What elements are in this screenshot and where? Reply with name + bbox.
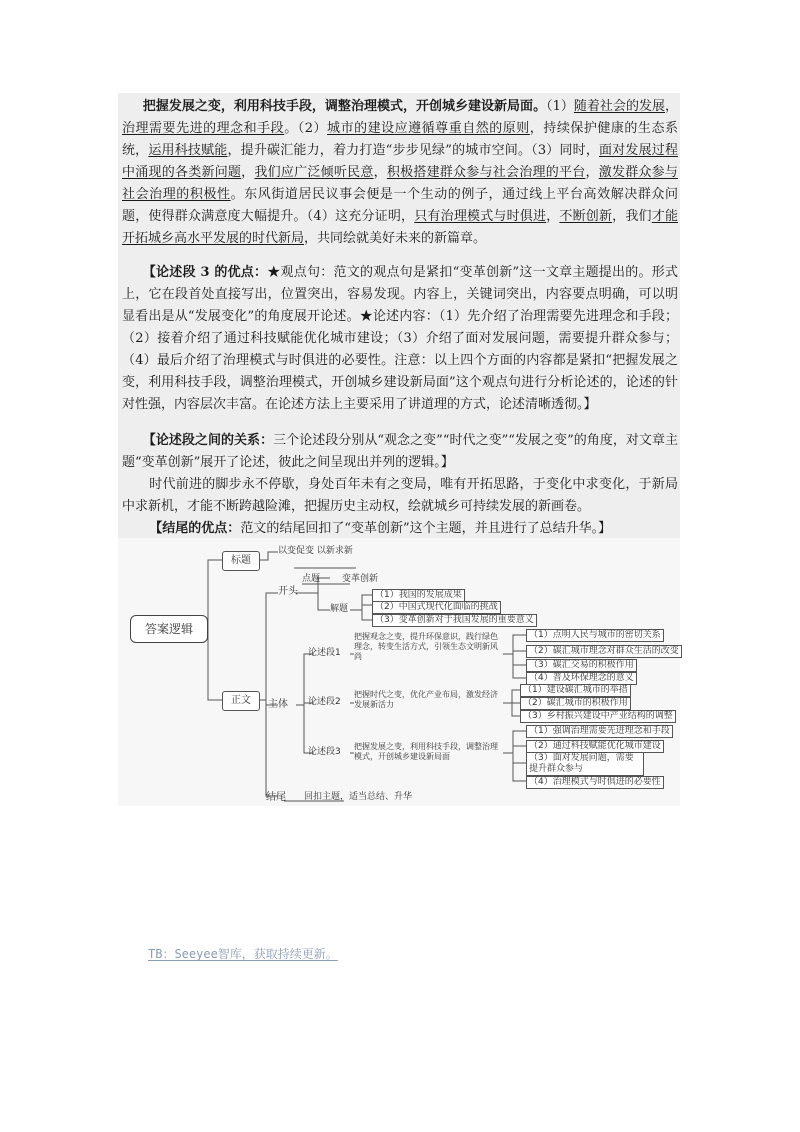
- paragraph-argument-3: [122, 96, 678, 250]
- mindmap-arg2-item: （3）乡村振兴建设中产业结构的调整: [520, 710, 676, 723]
- text-run: ，: [546, 209, 560, 224]
- underlined-phrase: 治理需要先进的理念和手段: [122, 121, 285, 136]
- answer-logic-mindmap: [118, 538, 680, 806]
- ending-merits-body: 范文的结尾回扣了“变革创新”这个主题，并且进行了总结升华。】: [240, 521, 612, 536]
- mindmap-arg1-label: 论述段1: [308, 648, 341, 658]
- mindmap-arg2-item: （2）碳汇城市的积极作用: [520, 697, 631, 710]
- text-run: ，: [373, 165, 387, 180]
- text-run: ，我们: [612, 209, 652, 224]
- text-run: ，提升碳汇能力，着力打造“步步见绿”的城市空间。（3）同时，: [227, 143, 600, 158]
- mindmap-opening-point-label: 点题: [302, 574, 321, 584]
- paragraph-argument-relations: [122, 430, 678, 474]
- argument-3-lead: 把握发展之变，利用科技手段，调整治理模式，开创城乡建设新局面。: [142, 99, 547, 114]
- underlined-phrase: 面对发展过程中涌现的各类新问题: [122, 143, 678, 180]
- text-run: ，: [585, 165, 599, 180]
- text-run: ，: [241, 165, 255, 180]
- underlined-phrase: 城市的建设应遵循尊重自然的原则: [327, 121, 530, 136]
- merits-body: ★观点句：范文的观点句是紧扣“变革创新”这一文章主题提出的。形式上，它在段首处直接写出，位置突出，容易发现。内容上，关键词突出，内容要点明确，可以明显看出是从“发展变化”的角度展开论述。★论述内容：（1）先介绍了治理需要先进理念和手段；（2）接着介绍了通过科技赋能优化城市建设；（3）介绍了面对发展问题，需要提升群众参与；（4）最后介绍了治理模式与时俱进的必要性。注意：以上四个方面的内容都是紧扣“把握发展之变，利用科技手段，调整治理模式，开创城乡建设新局面”这个观点句进行分析论述的，论述的针对性强，内容层次丰富。在论述方法上主要采用了讲道理的方式，论述清晰透彻。】: [122, 265, 678, 412]
- paragraph-ending-merits: [122, 518, 678, 540]
- underlined-phrase: 我们应广泛倾听民意: [254, 165, 374, 180]
- underlined-phrase: 才能开拓城乡高水平发展的时代新局: [122, 209, 678, 246]
- ending-merits-title: 【结尾的优点：: [149, 521, 241, 536]
- mindmap-arg3-item: （1）强调治理需要先进理念和手段: [526, 725, 673, 738]
- text-run: 。东风街道居民议事会便是一个生动的例子，通过线上平台高效解决群众问题，使得群众满意度大幅提升。（4）这充分证明，: [122, 187, 678, 224]
- mindmap-arg1-item: （4）普及环保理念的意义: [526, 672, 637, 685]
- mindmap-title-text: 以变促变 以新求新: [278, 546, 353, 556]
- mindmap-arg1-text: 把握观念之变，提升环保意识，践行绿色理念，转变生活方式，引领生态文明新风尚: [354, 632, 498, 661]
- footer-source-link[interactable]: TB：Seeyee智库，获取持续更新。: [148, 947, 338, 961]
- underlined-phrase: 随着社会的发展: [573, 99, 665, 114]
- underlined-phrase: 激发群众参与社会治理的积极性: [122, 165, 678, 202]
- mindmap-root: 答案逻辑: [130, 615, 208, 643]
- mindmap-opening: 开头: [278, 586, 298, 597]
- mindmap-body-node: 正文: [222, 691, 260, 711]
- mindmap-arg2-label: 论述段2: [308, 697, 341, 707]
- mindmap-opening-point-text: 变革创新: [342, 574, 379, 584]
- mindmap-main: 主体: [268, 699, 288, 710]
- paragraph-argument-3-merits: [122, 262, 678, 416]
- mindmap-arg3-item: （3）面对发展问题，需要提升群众参与: [526, 752, 644, 776]
- underlined-phrase: 积极搭建群众参与社会治理的平台: [386, 165, 586, 180]
- mindmap-arg1-item: （2）碳汇城市理念对群众生活的改变: [526, 645, 682, 658]
- mindmap-arg3-item: （2）通过科技赋能优化城市建设: [526, 740, 664, 753]
- relations-body: 三个论述段分别从“观念之变”“时代之变”“发展之变”的角度，对文章主题“变革创新”展开了论述，彼此之间呈现出并列的逻辑。】: [122, 433, 678, 470]
- mindmap-arg3-label: 论述段3: [308, 747, 341, 757]
- text-run: ，: [664, 99, 678, 114]
- underlined-phrase: 只有治理模式与时俱进: [414, 209, 547, 224]
- mindmap-arg1-item: （3）碳汇交易的积极作用: [526, 659, 637, 672]
- text-run: ，共同绘就美好未来的新篇章。: [304, 231, 487, 246]
- mindmap-explain-item: （3）变革创新对于我国发展的重要意义: [372, 614, 537, 627]
- mindmap-opening-explain-label: 解题: [330, 604, 349, 614]
- merits-title: 【论述段 3 的优点：: [142, 265, 268, 280]
- paragraph-conclusion: 时代前进的脚步永不停歇，身处百年未有之变局，唯有开拓思路，于变化中求变化，于新局中求新机，才能不断跨越险滩，把握历史主动权，绘就城乡可持续发展的新画卷。: [122, 477, 678, 514]
- mindmap-arg3-item: （4）治理模式与时俱进的必要性: [526, 776, 664, 789]
- text-run: ，持续保护健康的生态系统，: [122, 121, 678, 158]
- mindmap-arg2-text: 把握时代之变，优化产业布局，激发经济发展新活力: [354, 690, 498, 709]
- text-run: 。（2）: [284, 121, 328, 136]
- underlined-phrase: 运用科技赋能: [148, 143, 228, 158]
- mindmap-arg1-item: （1）点明人民与城市的密切关系: [526, 629, 664, 642]
- mindmap-arg3-text: 把握发展之变，利用科技手段，调整治理模式，开创城乡建设新局面: [354, 742, 498, 761]
- underlined-phrase: 不断创新: [559, 209, 613, 224]
- text-run: （1）: [546, 99, 574, 114]
- relations-title: 【论述段之间的关系：: [142, 433, 274, 448]
- mindmap-ending: 结尾: [266, 792, 286, 803]
- mindmap-arg2-item: （1）建设碳汇城市的举措: [520, 684, 631, 697]
- mindmap-title-node: 标题: [222, 551, 260, 571]
- mindmap-explain-item: （2）中国式现代化面临的挑战: [372, 601, 501, 614]
- mindmap-explain-item: （1）我国的发展成果: [372, 589, 465, 602]
- mindmap-ending-text: 回扣主题，适当总结、升华: [304, 792, 413, 802]
